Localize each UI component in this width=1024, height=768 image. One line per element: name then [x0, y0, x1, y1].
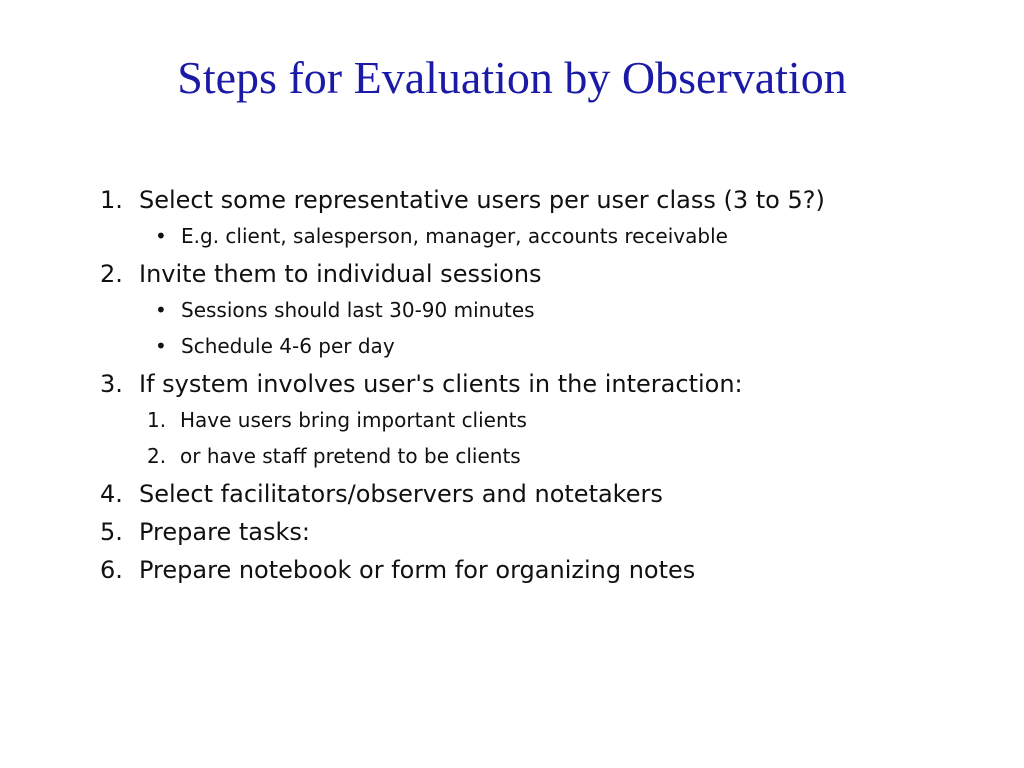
slide-title: Steps for Evaluation by Observation — [177, 52, 847, 103]
sub-item-text: E.g. client, salesperson, manager, accounts receivable — [181, 224, 728, 248]
item-text: Select some representative users per user class (3 to 5?) — [139, 186, 825, 214]
sub-item-text: or have staff pretend to be clients — [180, 444, 521, 468]
list-item — [100, 554, 920, 586]
sub-item-number: 1. — [147, 408, 167, 432]
bullet-icon: • — [155, 334, 167, 358]
sub-list — [100, 222, 920, 250]
bullet-icon: • — [155, 298, 167, 322]
bullet-icon: • — [155, 224, 167, 248]
item-text: Prepare notebook or form for organizing notes — [139, 556, 696, 584]
slide-content — [100, 184, 920, 592]
sub-bullet-item — [155, 332, 920, 360]
sub-bullet-item — [155, 222, 920, 250]
item-text: If system involves user's clients in the interaction: — [139, 370, 743, 398]
list-item — [100, 184, 920, 216]
sub-item-text: Schedule 4-6 per day — [181, 334, 395, 358]
sub-item-text: Have users bring important clients — [180, 408, 527, 432]
item-number: 2. — [100, 260, 123, 288]
list-item — [100, 258, 920, 290]
item-number: 4. — [100, 480, 123, 508]
sub-list — [100, 296, 920, 360]
sub-bullet-item — [155, 296, 920, 324]
list-item — [100, 368, 920, 400]
item-number: 3. — [100, 370, 123, 398]
item-text: Prepare tasks: — [139, 518, 310, 546]
item-number: 6. — [100, 556, 123, 584]
list-item — [100, 516, 920, 548]
sub-item-text: Sessions should last 30-90 minutes — [181, 298, 535, 322]
item-text: Select facilitators/observers and notetakers — [139, 480, 663, 508]
list-item — [100, 478, 920, 510]
sub-numbered-item — [147, 406, 920, 434]
sub-item-number: 2. — [147, 444, 167, 468]
sub-numbered-item — [147, 442, 920, 470]
item-text: Invite them to individual sessions — [139, 260, 542, 288]
item-number: 1. — [100, 186, 123, 214]
sub-list — [100, 406, 920, 470]
item-number: 5. — [100, 518, 123, 546]
